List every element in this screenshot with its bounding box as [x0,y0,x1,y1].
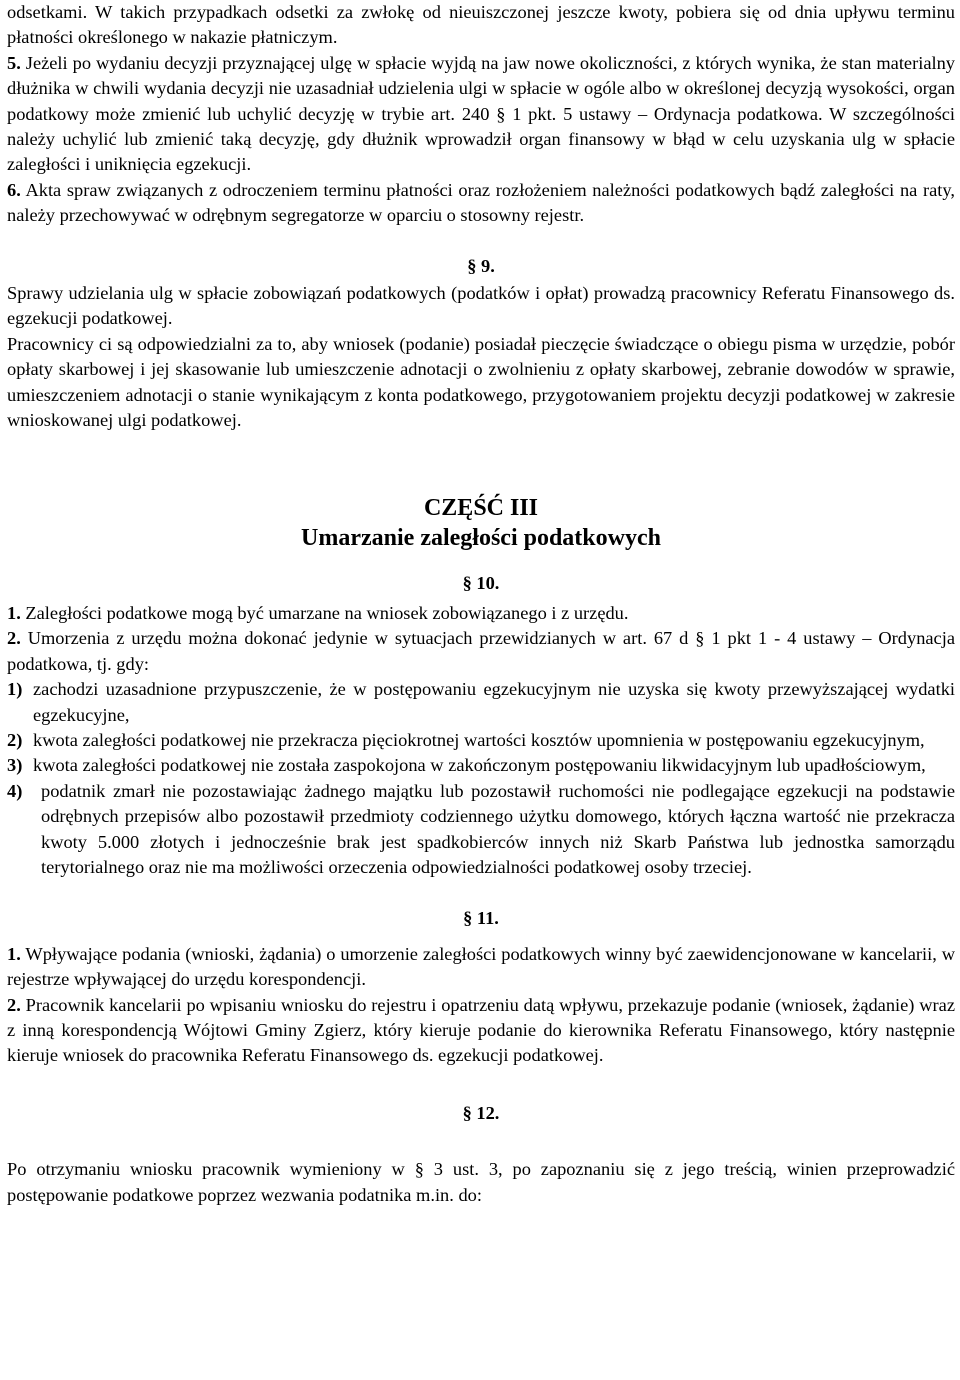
section-11-heading: § 11. [463,908,499,929]
section-11-point-1: 1. Wpływające podania (wnioski, żądania) o umorzenie zaległości podatkowych winny być zaewidencjonowane w kancelarii, w rejestrze wpływającej do urzędu korespondencji. [7,943,955,990]
point-number: 1. [7,943,21,964]
section-10-heading: § 10. [462,572,500,593]
list-item-number: 2) [7,729,23,750]
section-9-paragraph-2: Pracownicy ci są odpowiedzialni za to, aby wniosek (podanie) posiadał pieczęcie świadczące o obiegu pisma w urzędzie, pobór opłaty skarbowej i jej skasowanie lub umieszczenie adnotacji o zwolnieniu z opłaty skarbowej, zebranie dowodów w sprawie, umieszczeniem adnotacji o stanie wynikającym z konta podatkowego, przygotowaniem projektu decyzji podatkowej w zakresie wnioskowanej ulgi podatkowej. [7,333,955,431]
part-title: CZĘŚĆ III [423,494,539,521]
part-subtitle: Umarzanie zaległości podatkowych [301,524,661,551]
list-item [7,677,955,728]
paragraph-5: 5. Jeżeli po wydaniu decyzji przyznającej ulgę w spłacie wyjdą na jaw nowe okoliczności, z których wynika, że stan materialny dłużnika w chwili wydania decyzji nie uzasadniał udzielenia ulgi w spłacie w ogóle albo w określonej decyzją wysokości, organ podatkowy może zmienić lub uchylić decyzję w trybie art. 240 § 1 pkt. 5 ustawy – Ordynacja podatkowa. W szczególności należy uchylić lub zmienić taką decyzję, gdy dłużnik wprowadził organ finansowy w błąd w celu uzyskania ulg w spłacie zaległości i uniknięcia egzekucji. [7,52,955,175]
list-item [7,728,955,753]
list-item-number: 4) [7,780,23,801]
list-item-number: 3) [7,755,23,776]
document-page [7,0,955,1208]
point-number: 2. [7,628,21,649]
section-12-paragraph: Po otrzymaniu wniosku pracownik wymieniony w § 3 ust. 3, po zapoznaniu się z jego treścią, winien przeprowadzić postępowanie podatkowe poprzez wezwania podatnika m.in. do: [7,1159,955,1205]
section-10-point-2: 2. Umorzenia z urzędu można dokonać jedynie w sytuacjach przewidzianych w art. 67 d § 1 pkt 1 - 4 ustawy – Ordynacja podatkowa, tj. gdy: [7,628,955,674]
list-item-number: 1) [7,679,23,700]
section-12-heading: § 12. [462,1102,500,1123]
paragraph-6: 6. Akta spraw związanych z odroczeniem terminu płatności oraz rozłożeniem należności podatkowych bądź zaległości na raty, należy przechowywać w odrębnym segregatorze w oparciu o stosowny rejestr. [7,179,955,226]
list-item-text: kwota zaległości podatkowej nie została zaspokojona w zakończonym postępowaniu likwidacyjnym lub upadłościowym, [33,755,926,776]
section-11-point-2: 2. Pracownik kancelarii po wpisaniu wniosku do rejestru i opatrzeniu datą wpływu, przekazuje podanie (wniosek, żądanie) wraz z inną korespondencją Wójtowi Gminy Zgierz, który kieruje podanie do kierownika Referatu Finansowego, który następnie kieruje wniosek do pracownika Referatu Finansowego ds. egzekucji podatkowej. [7,994,955,1066]
list-item-text: podatnik zmarł nie pozostawiając żadnego majątku lub pozostawił ruchomości nie podlegające egzekucji na podstawie odrębnych przepisów albo pozostawił przedmioty codziennego użytku domowego, których łączna wartość nie przekracza kwoty 5.000 złotych i jednocześnie brak jest spadkobierców innych niż Skarb Państwa lub jednostka samorządu terytorialnego oraz nie ma możliwości orzeczenia odpowiedzialności podatkowej osoby trzeciej. [41,780,955,877]
section-sign: § [496,103,506,124]
paragraph-number: 5. [7,52,21,73]
list-item [7,779,955,881]
list-item-text: kwota zaległości podatkowej nie przekracza pięciokrotnej wartości kosztów upomnienia w postępowaniu egzekucyjnym, [33,729,925,750]
paragraph-intro: odsetkami. W takich przypadkach odsetki za zwłokę od nieuiszczonej jeszcze kwoty, pobiera się od dnia upływu terminu płatności określonego w nakazie płatniczym. [7,2,955,48]
paragraph-number: 6. [7,179,21,200]
section-9-heading: § 9. [467,255,495,276]
point-number: 2. [7,994,21,1015]
list-item [7,753,955,778]
section-10-point-1: 1. Zaległości podatkowe mogą być umarzane na wniosek zobowiązanego i z urzędu. [7,602,629,623]
point-number: 1. [7,602,21,623]
list-item-text: zachodzi uzasadnione przypuszczenie, że w postępowaniu egzekucyjnym nie uzyska się kwoty przewyższającej wydatki egzekucyjne, [33,679,955,725]
section-9-paragraph-1: Sprawy udzielania ulg w spłacie zobowiązań podatkowych (podatków i opłat) prowadzą pracownicy Referatu Finansowego ds. egzekucji podatkowej. [7,283,955,329]
